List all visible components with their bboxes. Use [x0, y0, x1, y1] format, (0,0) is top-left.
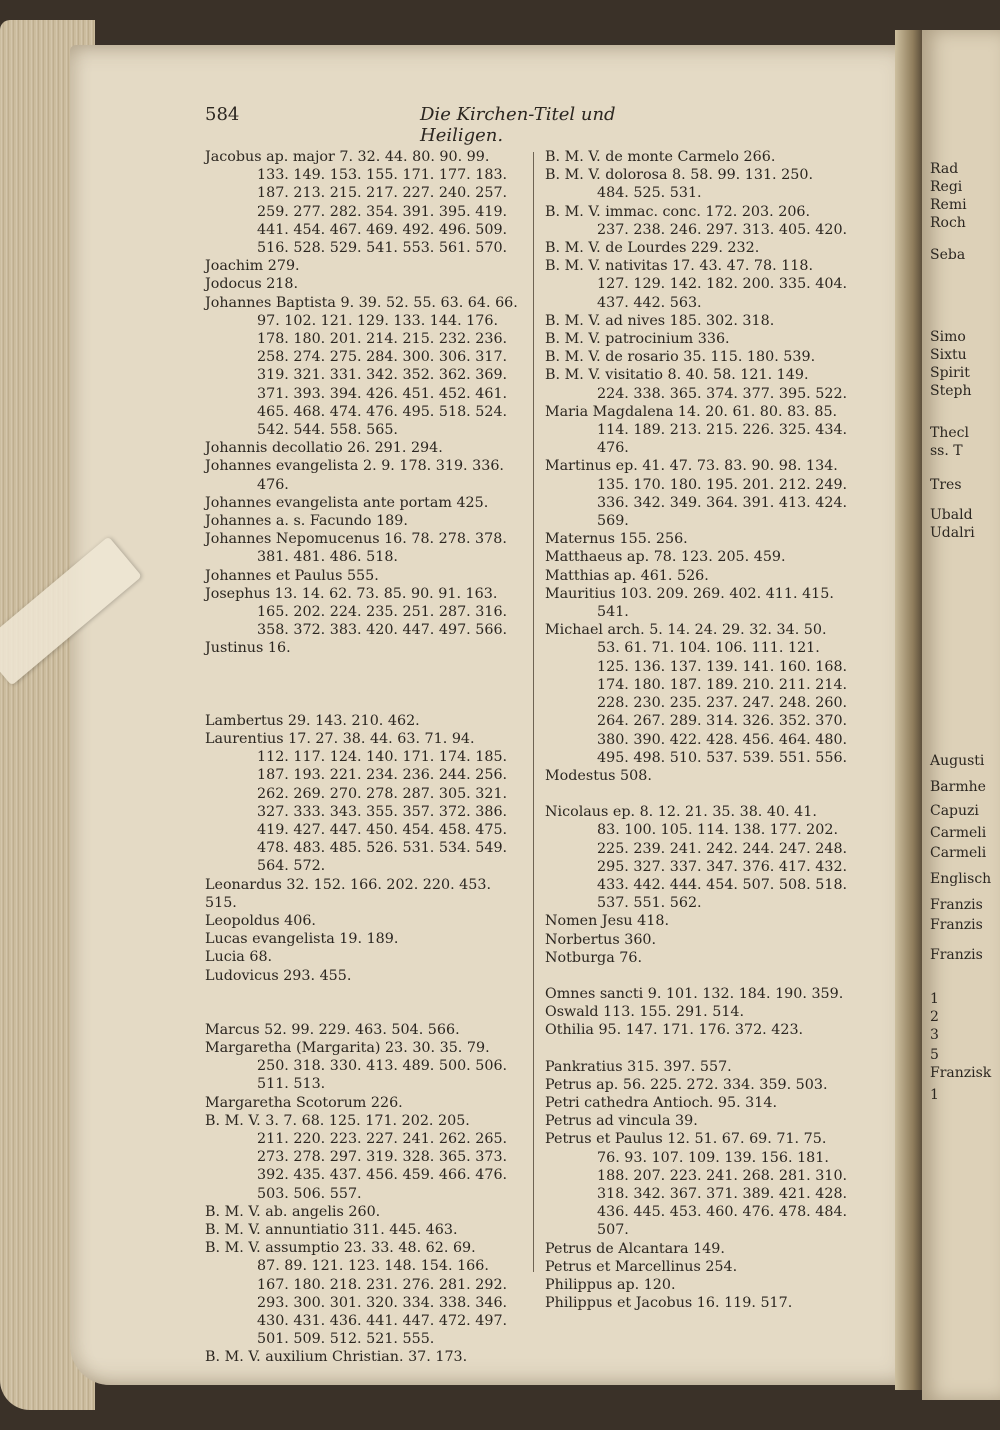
entry-line: B. M. V. de rosario 35. 115. 180. 539. — [545, 349, 816, 366]
index-entry — [545, 1130, 870, 1239]
index-entry — [205, 275, 523, 293]
entry-line: Mauritius 103. 209. 269. 402. 411. 415. — [545, 585, 834, 602]
entry-line: Matthaeus ap. 78. 123. 205. 459. — [545, 549, 786, 566]
facing-page-fragment: 3 — [930, 1027, 939, 1043]
entry-line: Margaretha Scotorum 226. — [205, 1094, 403, 1111]
entry-continuation-line: 441. 454. 467. 469. 492. 496. 509. — [257, 221, 508, 238]
entry-continuation-line: 476. — [257, 476, 289, 493]
entry-continuation-line: 262. 269. 270. 278. 287. 305. 321. — [257, 785, 508, 802]
entry-line: Michael arch. 5. 14. 24. 29. 32. 34. 50. — [545, 622, 827, 639]
entry-continuation-line: 478. 483. 485. 526. 531. 534. 549. — [257, 840, 508, 857]
index-entry — [545, 148, 870, 166]
index-entry — [205, 148, 523, 257]
entry-line: Petrus ad vincula 39. — [545, 1113, 698, 1130]
entry-continuation-line: 465. 468. 474. 476. 495. 518. 524. — [257, 403, 508, 420]
entry-line: Ludovicus 293. 455. — [205, 967, 352, 984]
entry-line: Leopoldus 406. — [205, 912, 316, 929]
entry-continuation-line: 293. 300. 301. 320. 334. 338. 346. — [257, 1294, 508, 1311]
entry-line: Johannes evangelista ante portam 425. — [205, 494, 489, 511]
entry-line: Lucas evangelista 19. 189. — [205, 931, 399, 948]
entry-continuation-line: 211. 220. 223. 227. 241. 262. 265. — [257, 1130, 508, 1147]
facing-page-fragment: Regi — [930, 179, 963, 195]
entry-line: Matthias ap. 461. 526. — [545, 567, 709, 584]
entry-continuation-line: 237. 238. 246. 297. 313. 405. 420. — [597, 221, 848, 238]
entry-line: Norbertus 360. — [545, 931, 657, 948]
entry-line: Othilia 95. 147. 171. 176. 372. 423. — [545, 1022, 804, 1039]
facing-page-fragment: Simo — [930, 329, 966, 345]
facing-page-fragment: 1 — [930, 991, 939, 1007]
entry-continuation-line: 436. 445. 453. 460. 476. 478. 484. — [597, 1204, 848, 1221]
facing-page-fragment: 5 — [930, 1047, 939, 1063]
entry-line: B. M. V. auxilium Christian. 37. 173. — [205, 1349, 468, 1366]
entry-continuation-line: 178. 180. 201. 214. 215. 232. 236. — [257, 331, 508, 348]
index-entry — [205, 530, 523, 566]
index-entry — [205, 967, 523, 985]
index-entry — [545, 257, 870, 312]
entry-continuation-line: 135. 170. 180. 195. 201. 212. 249. — [597, 476, 848, 493]
index-entry — [545, 1076, 870, 1094]
entry-continuation-line: 380. 390. 422. 428. 456. 464. 480. — [597, 731, 848, 748]
entry-continuation-line: 114. 189. 213. 215. 226. 325. 434. — [597, 422, 848, 439]
entry-continuation-line: 476. — [597, 440, 629, 457]
section-gap — [545, 1040, 870, 1058]
index-entry — [545, 530, 870, 548]
entry-line: Petri cathedra Antioch. 95. 314. — [545, 1094, 778, 1111]
entry-line: Omnes sancti 9. 101. 132. 184. 190. 359. — [545, 985, 844, 1002]
entry-continuation-line: 167. 180. 218. 231. 276. 281. 292. — [257, 1276, 508, 1293]
entry-line: Notburga 76. — [545, 949, 643, 966]
entry-continuation-line: 503. 506. 557. — [257, 1185, 362, 1202]
index-entry — [545, 949, 870, 967]
page-header — [205, 104, 655, 146]
entry-line: Petrus et Paulus 12. 51. 67. 69. 71. 75. — [545, 1131, 827, 1148]
entry-line: Pankratius 315. 397. 557. — [545, 1058, 732, 1075]
entry-line: B. M. V. dolorosa 8. 58. 99. 131. 250. — [545, 167, 813, 184]
entry-line: B. M. V. nativitas 17. 43. 47. 78. 118. — [545, 258, 814, 275]
entry-line: B. M. V. de Lourdes 229. 232. — [545, 240, 760, 257]
index-entry — [545, 403, 870, 458]
facing-page-fragment: Franzis — [930, 897, 983, 913]
column-divider — [533, 152, 534, 1272]
entry-line: Jacobus ap. major 7. 32. 44. 80. 90. 99. — [205, 149, 490, 165]
index-entry — [205, 639, 523, 657]
section-gap — [545, 785, 870, 803]
index-entry — [205, 730, 523, 876]
facing-page-fragment: Thecl — [930, 425, 969, 441]
index-entry — [545, 1294, 870, 1312]
entry-continuation-line: 83. 100. 105. 114. 138. 177. 202. — [597, 822, 839, 839]
index-entry — [205, 876, 523, 912]
index-entry — [545, 912, 870, 930]
index-entry — [545, 203, 870, 239]
entry-continuation-line: 327. 333. 343. 355. 357. 372. 386. — [257, 803, 508, 820]
index-entry — [205, 1112, 523, 1203]
entry-continuation-line: 264. 267. 289. 314. 326. 352. 370. — [597, 713, 848, 730]
index-entry — [545, 1276, 870, 1294]
index-entry — [545, 330, 870, 348]
index-entry — [545, 1003, 870, 1021]
entry-continuation-line: 187. 193. 221. 234. 236. 244. 256. — [257, 767, 508, 784]
entry-line: Margaretha (Margarita) 23. 30. 35. 79. — [205, 1039, 490, 1056]
index-entry — [205, 567, 523, 585]
entry-line: Philippus et Jacobus 16. 119. 517. — [545, 1295, 793, 1312]
facing-page-fragment: Ubald — [930, 507, 973, 523]
entry-continuation-line: 542. 544. 558. 565. — [257, 422, 398, 439]
page-number: 584 — [205, 104, 240, 125]
index-entry — [545, 1021, 870, 1039]
entry-line: Jodocus 218. — [205, 276, 299, 293]
index-entry — [205, 930, 523, 948]
index-entry — [545, 166, 870, 202]
index-entry — [205, 1094, 523, 1112]
entry-continuation-line: 259. 277. 282. 354. 391. 395. 419. — [257, 203, 508, 220]
entry-line: B. M. V. visitatio 8. 40. 58. 121. 149. — [545, 367, 809, 384]
index-entry — [545, 1058, 870, 1076]
index-entry — [545, 457, 870, 530]
facing-page-fragment: Carmeli — [930, 825, 987, 841]
facing-page-fragment: Carmeli — [930, 845, 987, 861]
entry-continuation-line: 125. 136. 137. 139. 141. 160. 168. — [597, 658, 848, 675]
entry-continuation-line: 112. 117. 124. 140. 171. 174. 185. — [257, 749, 508, 766]
facing-page-fragment: 1 — [930, 1087, 939, 1103]
entry-line: B. M. V. de monte Carmelo 266. — [545, 149, 776, 165]
entry-line: B. M. V. patrocinium 336. — [545, 331, 730, 348]
facing-page-fragment: Capuzi — [930, 803, 979, 819]
entry-continuation-line: 319. 321. 331. 342. 352. 362. 369. — [257, 367, 508, 384]
entry-line: B. M. V. annuntiatio 311. 445. 463. — [205, 1221, 458, 1238]
index-entry — [545, 585, 870, 621]
entry-line: Johannes Nepomucenus 16. 78. 278. 378. — [205, 531, 507, 548]
facing-page-fragment: Rad — [930, 161, 959, 177]
facing-page — [922, 30, 1000, 1400]
entry-continuation-line: 224. 338. 365. 374. 377. 395. 522. — [597, 385, 848, 402]
entry-line: Maternus 155. 256. — [545, 531, 688, 548]
entry-line: Johannes Baptista 9. 39. 52. 55. 63. 64. 66. — [205, 294, 518, 311]
entry-continuation-line: 430. 431. 436. 441. 447. 472. 497. — [257, 1312, 508, 1329]
entry-line: Modestus 508. — [545, 767, 652, 784]
facing-page-fragment: Udalri — [930, 525, 975, 541]
entry-continuation-line: 537. 551. 562. — [597, 895, 702, 912]
entry-continuation-line: 188. 207. 223. 241. 268. 281. 310. — [597, 1167, 848, 1184]
index-entry — [205, 1203, 523, 1221]
entry-line: Maria Magdalena 14. 20. 61. 80. 83. 85. — [545, 403, 838, 420]
entry-continuation-line: 336. 342. 349. 364. 391. 413. 424. — [597, 494, 848, 511]
entry-line: Joachim 279. — [205, 258, 300, 275]
entry-continuation-line: 495. 498. 510. 537. 539. 551. 556. — [597, 749, 848, 766]
entry-continuation-line: 127. 129. 142. 182. 200. 335. 404. — [597, 276, 848, 293]
entry-continuation-line: 437. 442. 563. — [597, 294, 702, 311]
entry-continuation-line: 53. 61. 71. 104. 106. 111. 121. — [597, 640, 820, 657]
entry-continuation-line: 501. 509. 512. 521. 555. — [257, 1331, 435, 1348]
facing-page-fragment: Remi — [930, 197, 967, 213]
facing-page-fragment: Augusti — [930, 753, 985, 769]
index-entry — [545, 803, 870, 912]
entry-continuation-line: 174. 180. 187. 189. 210. 211. 214. — [597, 676, 848, 693]
entry-continuation-line: 569. — [597, 513, 629, 530]
entry-line: Lambertus 29. 143. 210. 462. — [205, 712, 420, 729]
index-entry — [545, 985, 870, 1003]
entry-continuation-line: 258. 274. 275. 284. 300. 306. 317. — [257, 349, 508, 366]
index-entry — [205, 1021, 523, 1039]
index-entry — [205, 257, 523, 275]
entry-continuation-line: 97. 102. 121. 129. 133. 144. 176. — [257, 312, 499, 329]
index-entry — [545, 548, 870, 566]
facing-page-fragment: Englisch — [930, 871, 992, 887]
entry-continuation-line: 228. 230. 235. 237. 247. 248. 260. — [597, 695, 848, 712]
facing-page-fragment: Roch — [930, 215, 966, 231]
entry-line: Lucia 68. — [205, 949, 273, 966]
facing-page-fragment: Tres — [930, 477, 962, 493]
index-entry — [545, 348, 870, 366]
index-entry — [205, 1039, 523, 1094]
index-entry — [545, 931, 870, 949]
entry-continuation-line: 76. 93. 107. 109. 139. 156. 181. — [597, 1149, 829, 1166]
entry-continuation-line: 358. 372. 383. 420. 447. 497. 566. — [257, 622, 508, 639]
entry-continuation-line: 484. 525. 531. — [597, 185, 702, 202]
entry-line: Petrus ap. 56. 225. 272. 334. 359. 503. — [545, 1076, 828, 1093]
entry-continuation-line: 541. — [597, 604, 629, 621]
entry-continuation-line: 225. 239. 241. 242. 244. 247. 248. — [597, 840, 848, 857]
entry-line: Philippus ap. 120. — [545, 1276, 676, 1293]
entry-continuation-line: 187. 213. 215. 217. 227. 240. 257. — [257, 185, 508, 202]
entry-line: B. M. V. ab. angelis 260. — [205, 1203, 381, 1220]
entry-line: Oswald 113. 155. 291. 514. — [545, 1004, 745, 1021]
entry-line: Johannes et Paulus 555. — [205, 567, 379, 584]
index-entry — [545, 366, 870, 402]
entry-line: Laurentius 17. 27. 38. 44. 63. 71. 94. — [205, 730, 475, 747]
entry-continuation-line: 433. 442. 444. 454. 507. 508. 518. — [597, 876, 848, 893]
entry-line: Justinus 16. — [205, 640, 291, 657]
entry-line: Petrus et Marcellinus 254. — [545, 1258, 738, 1275]
facing-page-fragment: Spirit — [930, 365, 970, 381]
index-entry — [205, 294, 523, 440]
entry-continuation-line: 295. 327. 337. 347. 376. 417. 432. — [597, 858, 848, 875]
section-gap — [205, 985, 523, 1021]
index-entry — [205, 1239, 523, 1348]
facing-page-fragment: Franzisk — [930, 1065, 992, 1081]
index-entry — [205, 457, 523, 493]
index-entry — [205, 1221, 523, 1239]
entry-continuation-line: 564. 572. — [257, 858, 326, 875]
index-column-left — [205, 148, 523, 1367]
facing-page-fragment: ss. T — [930, 443, 963, 459]
facing-page-fragment: Franzis — [930, 947, 983, 963]
entry-continuation-line: 87. 89. 121. 123. 148. 154. 166. — [257, 1258, 489, 1275]
entry-continuation-line: 371. 393. 394. 426. 451. 452. 461. — [257, 385, 508, 402]
entry-continuation-line: 318. 342. 367. 371. 389. 421. 428. — [597, 1185, 848, 1202]
index-entry — [205, 948, 523, 966]
entry-line: B. M. V. 3. 7. 68. 125. 171. 202. 205. — [205, 1112, 470, 1129]
index-entry — [205, 1348, 523, 1366]
section-gap — [205, 658, 523, 712]
entry-continuation-line: 516. 528. 529. 541. 553. 561. 570. — [257, 240, 508, 257]
entry-line: B. M. V. immac. conc. 172. 203. 206. — [545, 203, 811, 220]
entry-line: Johannes evangelista 2. 9. 178. 319. 336. — [205, 458, 504, 475]
entry-line: Josephus 13. 14. 62. 73. 85. 90. 91. 163. — [205, 585, 498, 602]
section-gap — [545, 967, 870, 985]
entry-line: B. M. V. ad nives 185. 302. 318. — [545, 312, 775, 329]
index-entry — [545, 1258, 870, 1276]
entry-continuation-line: 250. 318. 330. 413. 489. 500. 506. — [257, 1058, 508, 1075]
running-title: Die Kirchen-Titel und Heiligen. — [420, 104, 616, 146]
entry-continuation-line: 511. 513. — [257, 1076, 326, 1093]
book-gutter — [895, 30, 925, 1390]
entry-line: Marcus 52. 99. 229. 463. 504. 566. — [205, 1021, 460, 1038]
facing-page-fragment: Steph — [930, 383, 972, 399]
entry-continuation-line: 165. 202. 224. 235. 251. 287. 316. — [257, 604, 508, 621]
index-entry — [545, 312, 870, 330]
entry-line: Nomen Jesu 418. — [545, 913, 670, 930]
facing-page-fragment: Sixtu — [930, 347, 967, 363]
entry-line: Johannes a. s. Facundo 189. — [205, 513, 408, 530]
index-column-right — [545, 148, 870, 1312]
facing-page-fragment: Barmhe — [930, 779, 986, 795]
entry-line: Leonardus 32. 152. 166. 202. 220. 453. 515. — [205, 876, 491, 911]
index-entry — [545, 621, 870, 767]
index-entry — [545, 1112, 870, 1130]
entry-continuation-line: 133. 149. 153. 155. 171. 177. 183. — [257, 167, 508, 184]
index-entry — [545, 567, 870, 585]
entry-continuation-line: 507. — [597, 1222, 629, 1239]
index-entry — [205, 494, 523, 512]
index-entry — [205, 712, 523, 730]
entry-continuation-line: 381. 481. 486. 518. — [257, 549, 398, 566]
entry-line: Petrus de Alcantara 149. — [545, 1240, 725, 1257]
entry-line: Martinus ep. 41. 47. 73. 83. 90. 98. 134. — [545, 458, 838, 475]
entry-continuation-line: 392. 435. 437. 456. 459. 466. 476. — [257, 1167, 508, 1184]
index-entry — [545, 1094, 870, 1112]
entry-continuation-line: 419. 427. 447. 450. 454. 458. 475. — [257, 821, 508, 838]
facing-page-fragment: 2 — [930, 1009, 939, 1025]
facing-page-fragment: Franzis — [930, 917, 983, 933]
entry-line: B. M. V. assumptio 23. 33. 48. 62. 69. — [205, 1240, 476, 1257]
entry-continuation-line: 273. 278. 297. 319. 328. 365. 373. — [257, 1149, 508, 1166]
index-entry — [545, 239, 870, 257]
index-entry — [545, 1240, 870, 1258]
facing-page-fragment: Seba — [930, 247, 966, 263]
index-entry — [205, 439, 523, 457]
entry-line: Nicolaus ep. 8. 12. 21. 35. 38. 40. 41. — [545, 804, 817, 821]
entry-line: Johannis decollatio 26. 291. 294. — [205, 440, 443, 457]
index-entry — [545, 767, 870, 785]
index-entry — [205, 512, 523, 530]
index-entry — [205, 585, 523, 640]
index-entry — [205, 912, 523, 930]
